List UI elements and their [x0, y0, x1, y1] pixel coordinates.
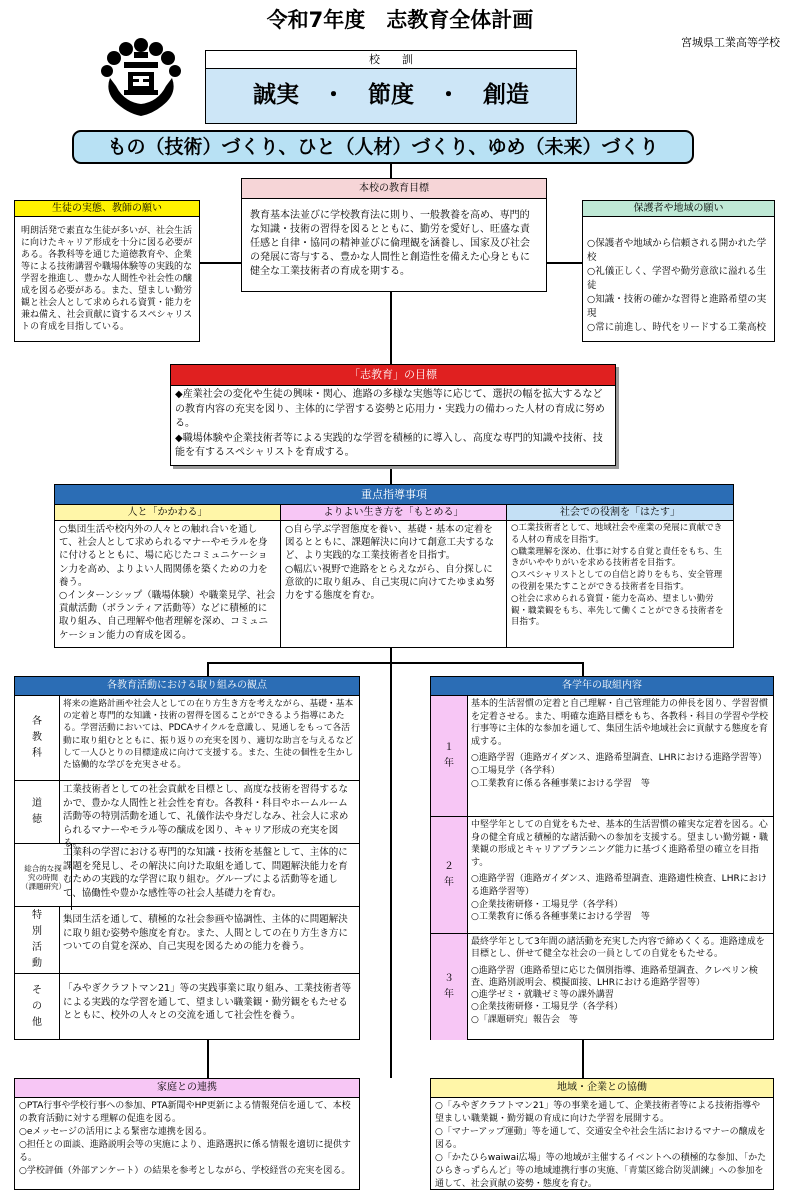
kokorozashi-goal-label: 「志教育」の目標 [171, 365, 615, 386]
home-item: ○学校評価（外部アンケート）の結果を参考としながら、学校経営の充実を図る。 [19, 1166, 351, 1176]
grades-label: 各学年の取組内容 [431, 677, 773, 696]
page-title: 令和7年度 志教育全体計画 [266, 8, 534, 32]
school-goal-box [241, 178, 547, 292]
guardians-item: ○知識・技術の確かな習得と進路希望の実現 [587, 294, 767, 319]
home-item: ○担任との面談、進路説明会等の実施により、進路選択に係る情報を適切に提供する。 [19, 1140, 351, 1163]
focus-col-3-item: ○スペシャリストとしての自信と誇りをもち、安全管理の役割を果たすことができる技術者を目指す。 [511, 570, 723, 592]
students-teachers-box [14, 200, 200, 342]
home-label: 家庭との連携 [15, 1079, 359, 1098]
activity-row-label: 各 教 科 [15, 696, 60, 780]
kokorozashi-goal-box [170, 364, 616, 466]
grade-row-item: ○企業技術研修・工場見学（各学科） [471, 1002, 623, 1013]
grade-row-item: ○進学ゼミ・就職ゼミ等の課外講習 [471, 990, 614, 1001]
community-box [430, 1078, 774, 1190]
school-goal-label: 本校の教育目標 [242, 179, 546, 199]
grade-row-label: ２ 年 [431, 817, 468, 933]
activity-row-text: 集団生活を通して、積極的な社会参画や協調性、主体的に問題解決に取り組む姿勢や態度を育む。また、人間としての在り方生き方についての自覚を深め、自己実現を図るための能力を養う。 [63, 914, 349, 952]
activity-row-label: そ の 他 [15, 974, 60, 1040]
community-label: 地域・企業との協働 [431, 1079, 773, 1098]
students-teachers-text: 明朗活発で素直な生徒が多いが、社会生活に向けたキャリア形成を十分に図る必要がある。各教科等を通じた道徳教育や、企業等による技術講習や職場体験等の実践的な学習を推進し、豊かな人間性や社会性の醸成を図る必要がある。また、望ましい勤労観と社会人として求められる資質・能力を兼ね備え、社会貢献に資するスペシャリストの育成を目指している。 [21, 226, 193, 332]
grade-row-text: 基本的生活習慣の定着と自己理解・自己管理能力の伸長を図り、学習習慣を定着させる。また、明確な進路目標をもち、各教科・科目の学習や学校行事等に主体的な参加を通して、集団生活や地域社会に貢献する態度を育成する。 [471, 699, 769, 747]
grade-row-item: ○進路学習（進路希望に応じた個別指導、進路希望調査、クレペリン検査、進路別説明会、模擬面接、LHRにおける進路学習等） [471, 965, 758, 988]
community-item: ○「みやぎクラフトマン21」等の事業を通して、企業技術者等による技術指導や望ましい職業観・勤労観の育成に向けた学習を展開する。 [435, 1101, 761, 1124]
activities-label: 各教育活動における取り組みの観点 [15, 677, 359, 696]
school-emblem-icon [96, 30, 186, 122]
focus-col-3-item: ○社会に求められる資質・能力を高め、望ましい勤労観・職業観をもち、率先して働くことができる技術者を目指す。 [511, 593, 724, 628]
kokorozashi-goal-item: ◆産業社会の変化や生徒の興味・関心、進路の多様な実態等に応じて、選択の幅を拡大するなどの教育内容の充実を図り、主体的に学習する姿勢と応用力・実践力の備わった人材の育成に努める。 [175, 389, 605, 429]
grade-row-item: ○進路学習（進路ガイダンス、進路希望調査、進路適性検査、LHRにおける進路学習等） [471, 874, 767, 897]
home-box [14, 1078, 360, 1190]
focus-col-1-item: ○集団生活や校内外の人々との触れ合いを通して、社会人として求められるマナーやモラルを身に付けるとともに、場に応じたコミュニケーション力を高め、よりよい人間関係を築くための力を養う。 [59, 524, 268, 588]
focus-col-3-item: ○工業技術者として、地域社会や産業の発展に貢献できる人材の育成を目指す。 [511, 523, 723, 545]
activity-row-text: 将来の進路計画や社会人としての在り方生き方を考えながら、基礎・基本の定着と専門的な知識・技術の習得を図ることができるよう指導にあたる。学習活動においては、PDCAサイクルを意識し、見通しをもって各活動に取り組むとともに、振り返りの充実を図り、適切な助言を与えるなどして一人ひとりの目標達成に向けて支援する。また、生徒の個性を生かした協働的な学びを充実させる。 [63, 699, 354, 771]
grade-row-text: 中堅学年としての自覚をもたせ、基本的生活習慣の確実な定着を図る。心身の健全育成と積極的な諸活動への参加を支援する。望ましい勤労観・職業観の形成とキャリアプランニング能力に基づく進路希望の確立を目指す。 [471, 820, 769, 868]
kokorozashi-goal-item: ◆職場体験や企業技術者等による実践的な学習を積極的に導入し、高度な専門的知識や技術、技能を有するスペシャリストを育成する。 [175, 432, 603, 458]
school-name: 宮城県工業高等学校 [681, 36, 780, 49]
guardians-item: ○保護者や地域から信頼される開かれた学校 [587, 238, 767, 263]
school-goal-text: 教育基本法並びに学校教育法に則り、一般教養を高め、専門的な知識・技術の習得を図るとともに、勤労を愛好し、旺盛な責任感と自律・協同の精神並びに倫理観を涵養し、国家及び社会の発展に寄与する、豊かな人間性と創造性を備えた心身ともに健全な工業技術者の育成を期する。 [250, 210, 530, 277]
activity-row-text: 工業技術者としての社会貢献を目標とし、高度な技術を習得するなかで、豊かな人間性と社会性を育む。各教科・科目やホームルーム活動等の特別活動を通して、礼儀作法や身だしなみ、社会人に求められるマナーやモラル等の醸成を図り、キャリア形成の充実を図 [63, 784, 349, 836]
focus-col-2-item: ○幅広い視野で進路をとらえながら、自分探しに意欲的に取り組み、自己実現に向けてたゆまぬ努力をする態度を育む。 [285, 563, 495, 602]
grade-row-item: ○「課題研究」報告会 等 [471, 1014, 578, 1025]
activity-row-text: 「みやぎクラフトマン21」等の実践事業に取り組み、工業技術者等による実践的な学習を通して、望ましい職業観・勤労観をもたせるとともに、校外の人々との交流を通して社会性を養う。 [63, 983, 352, 1021]
students-teachers-label: 生徒の実態、教師の願い [15, 201, 199, 217]
guardians-box [582, 200, 775, 342]
focus-label: 重点指導事項 [55, 485, 733, 505]
activity-row-label: 道 徳 [15, 781, 60, 843]
community-item: ○「マナーアップ運動」等を通して、交通安全や社会生活におけるマナーの醸成を図る。 [435, 1127, 766, 1150]
grade-row-item: ○工業教育に係る各種事業における学習 等 [471, 912, 650, 923]
focus-col-3-label: 社会での役割を「はたす」 [507, 505, 733, 521]
home-item: ○eメッセージの活用による緊密な連携を図る。 [19, 1127, 212, 1137]
grade-row-label: ３ 年 [431, 934, 468, 1040]
guardians-item: ○常に前進し、時代をリードする工業高校 [587, 322, 767, 333]
community-item: ○「かたひらwaiwai広場」等の地域が主催するイベントへの積極的な参加、「かたひらきっずらんど」等の地域連携行事の実施、「青葉区総合防災訓練」への参加を通して、社会貢献の姿勢・態度を育む。 [435, 1153, 767, 1189]
focus-col-2-item: ○自ら学ぶ学習態度を養い、基礎・基本の定着を図るとともに、課題解決に向けて創意工夫するなど、より実践的な工業技術者を目指す。 [285, 524, 495, 562]
activities-box [14, 676, 360, 1040]
guardians-label: 保護者や地域の願い [583, 201, 774, 217]
focus-col-1-label: 人と「かかわる」 [55, 505, 280, 521]
grade-row-item: ○企業技術研修・工場見学（各学科） [471, 899, 623, 910]
focus-box [54, 484, 734, 648]
home-item: ○PTA行事や学校行事への参加、PTA新聞やHP更新による情報発信を通して、本校の教育活動に対する理解の促進を図る。 [19, 1101, 351, 1124]
grade-row-text: 最終学年として3年間の諸活動を充実した内容で締めくくる。進路達成を目標とし、併せて健全な社会の一員としての自覚をもたせる。 [471, 937, 765, 960]
focus-col-2-label: よりよい生き方を「もとめる」 [281, 505, 506, 521]
grade-row-item: ○工場見学（各学科） [471, 765, 560, 776]
motto-label: 校 訓 [206, 51, 576, 69]
guardians-item: ○礼儀正しく、学習や勤労意欲に溢れる生徒 [587, 266, 767, 291]
grade-row-label: １ 年 [431, 696, 468, 816]
motto-box [205, 50, 577, 124]
activity-row-label: 特 別 活 動 [15, 907, 60, 973]
activity-row-text: 工業科の学習における専門的な知識・技術を基盤として、主体的に課題を発見し、その解決に向けた取組を通して、問題解決能力を育むための実践的な学習に取り組む。グループによる活動等を通して、協働性や豊かな感性等の社会人基礎力を育む。 [63, 847, 348, 899]
grade-row-item: ○進路学習（進路ガイダンス、進路希望調査、LHRにおける進路学習等） [471, 753, 767, 764]
slogan-box: もの（技術）づくり、ひと（人材）づくり、ゆめ（未来）づくり [72, 130, 694, 164]
activity-row-label: 総合的な探究の時間（課題研究） [15, 844, 72, 910]
grades-box [430, 676, 774, 1040]
grade-row-item: ○工業教育に係る各種事業における学習 等 [471, 778, 650, 789]
focus-col-3-item: ○職業理解を深め、仕事に対する自覚と責任をもち、生きがいややりがいを求める技術者を目指す。 [511, 546, 723, 569]
focus-col-1-item: ○インターンシップ（職場体験）や職業見学、社会貢献活動（ボランティア活動等）などに積極的に取り組み、自己理解や他者理解を深め、コミュニケーション能力の育成を図る。 [59, 590, 276, 641]
motto-text: 誠実 ・ 節度 ・ 創造 [253, 82, 529, 108]
